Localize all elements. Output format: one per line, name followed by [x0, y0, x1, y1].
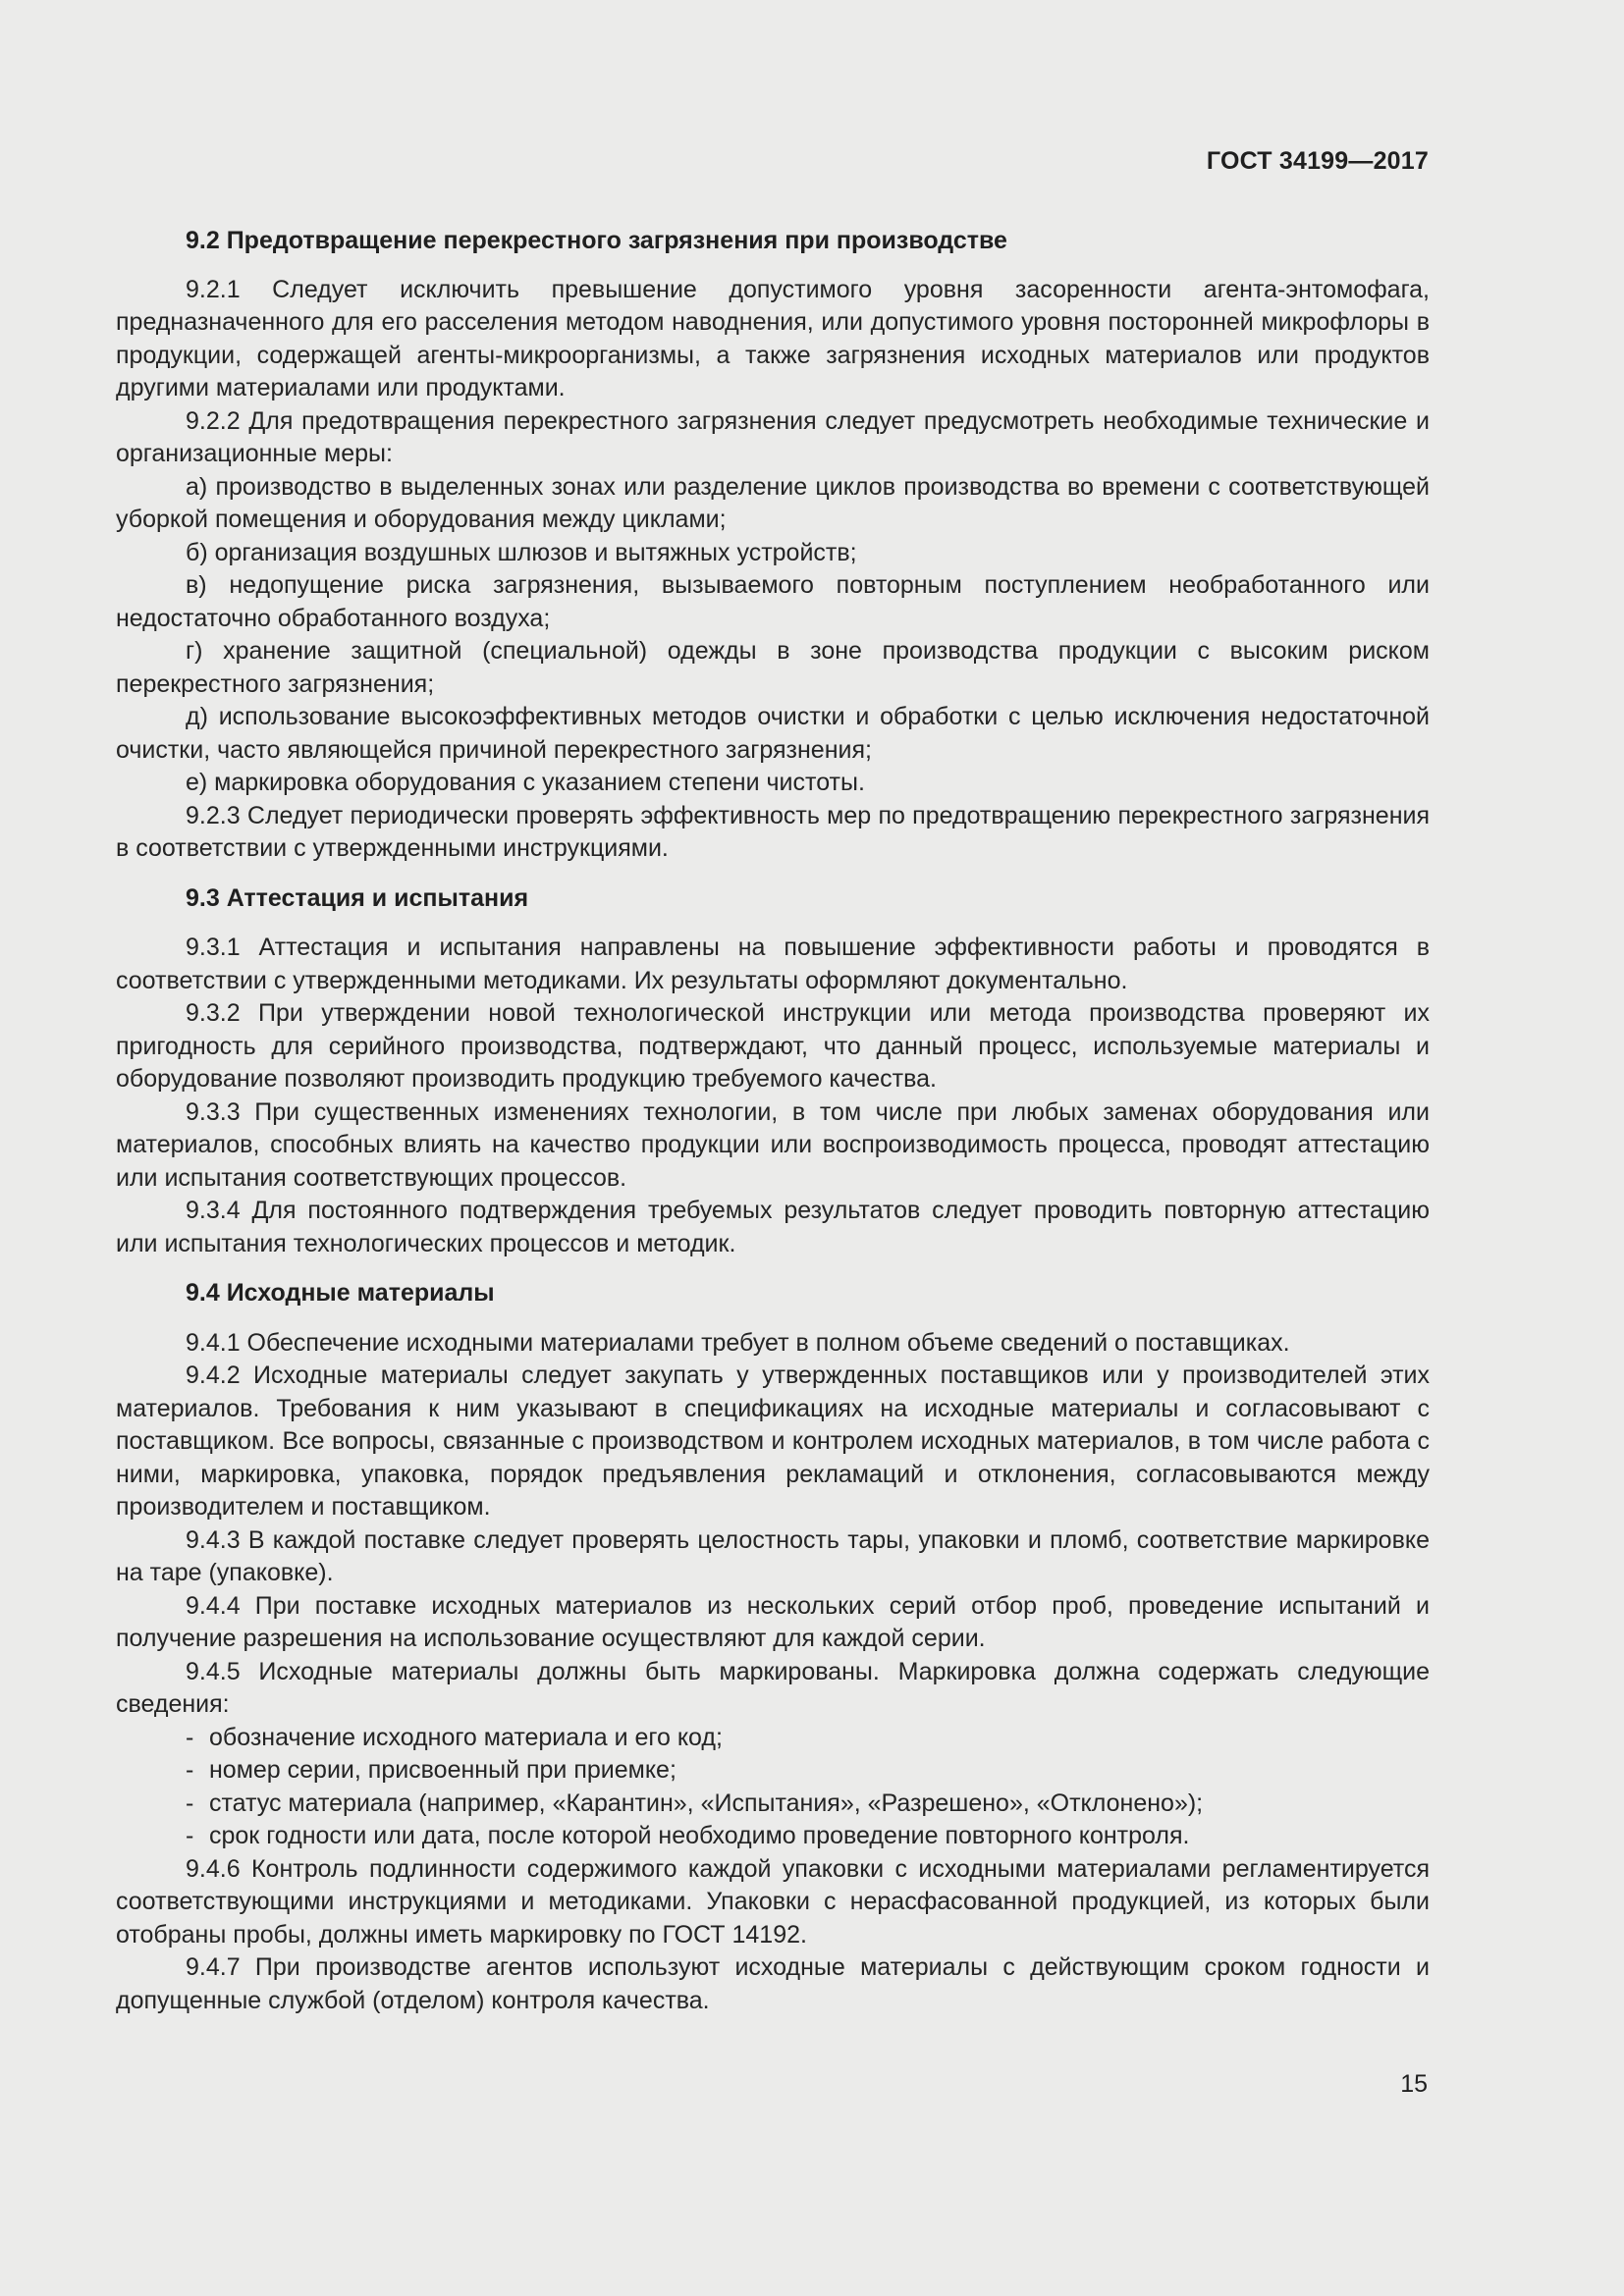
section-heading-9-4: 9.4 Исходные материалы: [186, 1279, 495, 1307]
list-item-b: б) организация воздушных шлюзов и вытяжных устройств;: [186, 538, 857, 566]
paragraph-9-4-7: 9.4.7 При производстве агентов используют исходные материалы с действующим сроком годности и допущенные службой (отделом) контроля качества.: [116, 1953, 1430, 2014]
paragraph-9-4-6: 9.4.6 Контроль подлинности содержимого каждой упаковки с исходными материалами регламентируется соответствующими инструкциями и методиками. Упаковки с нерасфасованной продукцией, из которых были отобраны пробы, должны иметь маркировку по ГОСТ 14192.: [116, 1854, 1430, 1949]
paragraph-9-3-3: 9.3.3 При существенных изменениях технологии, в том числе при любых заменах оборудования или материалов, способных влиять на качество продукции или воспроизводимость процесса, проводят аттестацию или испытания соответствующих процессов.: [116, 1097, 1430, 1192]
dash-marker: -: [186, 1789, 194, 1817]
dash-list-item: [116, 1722, 1430, 1755]
paragraph-9-2-2: 9.2.2 Для предотвращения перекрестного загрязнения следует предусмотреть необходимые технические и организационные меры:: [116, 406, 1430, 467]
document-body: [116, 225, 1430, 2017]
paragraph-9-4-5: 9.4.5 Исходные материалы должны быть маркированы. Маркировка должна содержать следующие сведения:: [116, 1657, 1430, 1718]
paragraph-9-4-1: 9.4.1 Обеспечение исходными материалами требует в полном объеме сведений о поставщиках.: [186, 1328, 1290, 1357]
document-code-header: ГОСТ 34199—2017: [1206, 147, 1429, 175]
paragraph-9-2-1: 9.2.1 Следует исключить превышение допустимого уровня засоренности агента-энтомофага, предназначенного для его расселения методом наводнения, или допустимого уровня посторонней микрофлоры в продукции, содержащей агенты-микроорганизмы, а также загрязнения исходных материалов или продуктов другими материалами или продуктами.: [116, 275, 1430, 401]
paragraph-9-3-2: 9.3.2 При утверждении новой технологической инструкции или метода производства проверяют их пригодность для серийного производства, подтверждают, что данный процесс, используемые материалы и оборудование позволяют производить продукцию требуемого качества.: [116, 999, 1430, 1093]
paragraph-9-4-2: 9.4.2 Исходные материалы следует закупать у утвержденных поставщиков или у производителей этих материалов. Требования к ним указывают в спецификациях на исходные материалы и согласовывают с поставщиком. Все вопросы, связанные с производством и контролем исходных материалов, в том числе работа с ними, маркировка, упаковка, порядок предъявления рекламаций и отклонения, согласовываются между производителем и поставщиком.: [116, 1362, 1430, 1521]
dash-marker: -: [186, 1723, 194, 1751]
dash-marker: -: [186, 1822, 194, 1849]
paragraph-9-3-4: 9.3.4 Для постоянного подтверждения требуемых результатов следует проводить повторную аттестацию или испытания технологических процессов и методик.: [116, 1197, 1430, 1257]
section-heading-9-3: 9.3 Аттестация и испытания: [186, 883, 529, 912]
dash-list-text: срок годности или дата, после которой необходимо проведение повторного контроля.: [209, 1822, 1190, 1849]
page-number: 15: [1400, 2070, 1428, 2098]
paragraph-9-2-3: 9.2.3 Следует периодически проверять эффективность мер по предотвращению перекрестного загрязнения в соответствии с утвержденными инструкциями.: [116, 801, 1430, 862]
dash-marker: -: [186, 1756, 194, 1784]
dash-list-text: номер серии, присвоенный при приемке;: [209, 1756, 677, 1784]
dash-list-text: обозначение исходного материала и его код;: [209, 1723, 723, 1751]
dash-list-item: [116, 1820, 1430, 1853]
dash-list-item: [116, 1754, 1430, 1788]
list-item-v: в) недопущение риска загрязнения, вызываемого повторным поступлением необработанного или недостаточно обработанного воздуха;: [116, 571, 1430, 632]
list-item-e: е) маркировка оборудования с указанием степени чистоты.: [186, 769, 865, 796]
paragraph-9-4-3: 9.4.3 В каждой поставке следует проверять целостность тары, упаковки и пломб, соответствие маркировке на таре (упаковке).: [116, 1525, 1430, 1586]
list-item-d: д) использование высокоэффективных методов очистки и обработки с целью исключения недостаточной очистки, часто являющейся причиной перекрестного загрязнения;: [116, 703, 1430, 764]
dash-list-text: статус материала (например, «Карантин», «Испытания», «Разрешено», «Отклонено»);: [209, 1789, 1204, 1817]
paragraph-9-4-4: 9.4.4 При поставке исходных материалов из нескольких серий отбор проб, проведение испытаний и получение разрешения на использование осуществляют для каждой серии.: [116, 1591, 1430, 1652]
list-item-a: а) производство в выделенных зонах или разделение циклов производства во времени с соответствующей уборкой помещения и оборудования между циклами;: [116, 472, 1430, 533]
paragraph-9-3-1: 9.3.1 Аттестация и испытания направлены на повышение эффективности работы и проводятся в соответствии с утвержденными методиками. Их результаты оформляют документально.: [116, 934, 1430, 994]
dash-list-item: [116, 1788, 1430, 1821]
section-heading-9-2: 9.2 Предотвращение перекрестного загрязнения при производстве: [186, 227, 1007, 254]
list-item-g: г) хранение защитной (специальной) одежды в зоне производства продукции с высоким риском перекрестного загрязнения;: [116, 637, 1430, 698]
